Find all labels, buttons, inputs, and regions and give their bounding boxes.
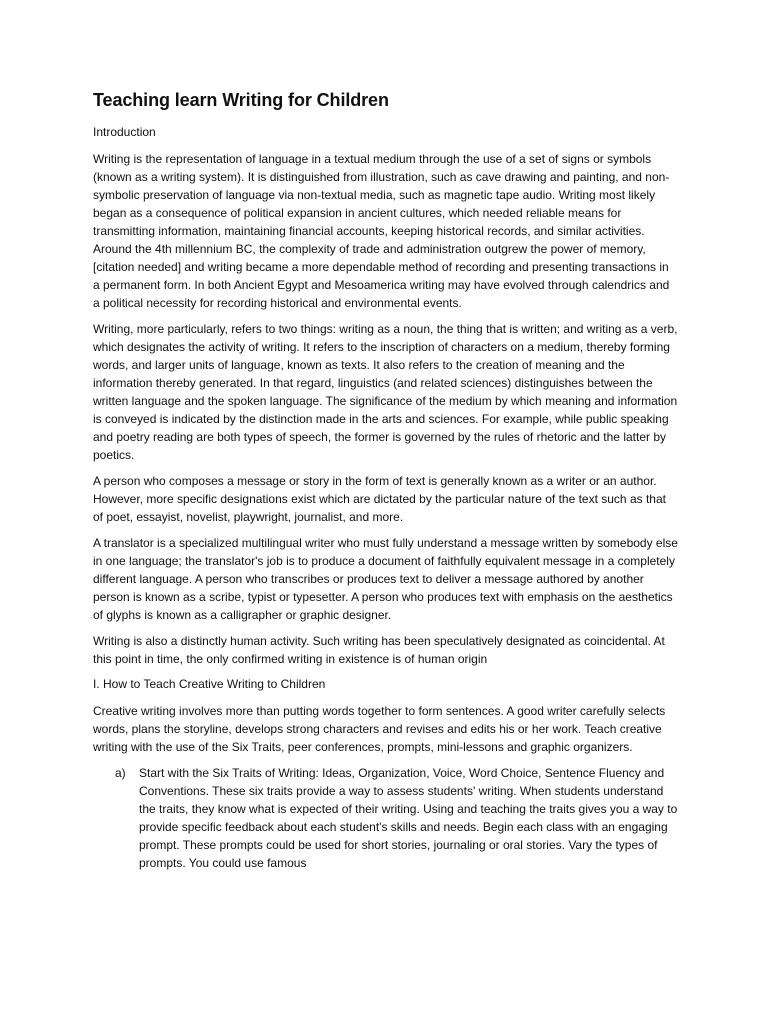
- list-item: [93, 764, 678, 872]
- intro-heading: Introduction: [93, 125, 156, 139]
- paragraph-writer-author: A person who composes a message or story in the form of text is generally known as a writer or an author. However, more specific designations exist which are dictated by the particular nature of the text such as that of poet, essayist, novelist, playwright, journalist, and more.: [93, 474, 666, 524]
- paragraph-human-activity: Writing is also a distinctly human activity. Such writing has been speculatively designated as coincidental. At this point in time, the only confirmed writing in existence is of human origin: [93, 634, 665, 666]
- list-item-marker: a): [115, 766, 126, 780]
- paragraph-writing-meaning: Writing, more particularly, refers to two things: writing as a noun, the thing that is written; and writing as a verb, which designates the activity of writing. It refers to the inscription of characters on a medium, thereby forming words, and larger units of language, known as texts. It also refers to the creation of meaning and the information thereby generated. In that regard, linguistics (and related sciences) distinguishes between the written language and the spoken language. The significance of the medium by which meaning and information is conveyed is indicated by the distinction made in the arts and sciences. For example, while public speaking and poetry reading are both types of speech, the former is governed by the rules of rhetoric and the latter by poetics.: [93, 322, 678, 462]
- six-traits-list: [93, 764, 678, 872]
- paragraph-creative-writing: Creative writing involves more than putting words together to form sentences. A good writer carefully selects words, plans the storyline, develops strong characters and revises and edits his or her work. Teach creative writing with the use of the Six Traits, peer conferences, prompts, mini-lessons and graphic organizers.: [93, 704, 666, 754]
- document-page: [93, 88, 678, 872]
- paragraph-translator: A translator is a specialized multilingual writer who must fully understand a message written by somebody else in one language; the translator's job is to produce a document of faithfully equivalent message in a completely different language. A person who transcribes or produces text to deliver a message authored by another person is known as a scribe, typist or typesetter. A person who produces text with emphasis on the aesthetics of glyphs is known as a calligrapher or graphic designer.: [93, 536, 678, 622]
- section-heading-creative-writing: I. How to Teach Creative Writing to Children: [93, 677, 326, 691]
- paragraph-writing-definition: Writing is the representation of language in a textual medium through the use of a set of signs or symbols (known as a writing system). It is distinguished from illustration, such as cave drawing and painting, and non-symbolic preservation of language via non-textual media, such as magnetic tape audio. Writing most likely began as a consequence of political expansion in ancient cultures, which needed reliable means for transmitting information, maintaining financial accounts, keeping historical records, and similar activities. Around the 4th millennium BC, the complexity of trade and administration outgrew the power of memory, [citation needed] and writing became a more dependable method of recording and presenting transactions in a permanent form. In both Ancient Egypt and Mesoamerica writing may have evolved through calendrics and a political necessity for recording historical and environmental events.: [93, 152, 670, 310]
- list-item-text: Start with the Six Traits of Writing: Ideas, Organization, Voice, Word Choice, Sentence Fluency and Conventions. These six traits provide a way to assess students' writing. When students understand the traits, they know what is expected of their writing. Using and teaching the traits gives you a way to provide specific feedback about each student's skills and needs. Begin each class with an engaging prompt. These prompts could be used for short stories, journaling or oral stories. Vary the types of prompts. You could use famous: [139, 766, 678, 870]
- document-title: Teaching learn Writing for Children: [93, 90, 389, 110]
